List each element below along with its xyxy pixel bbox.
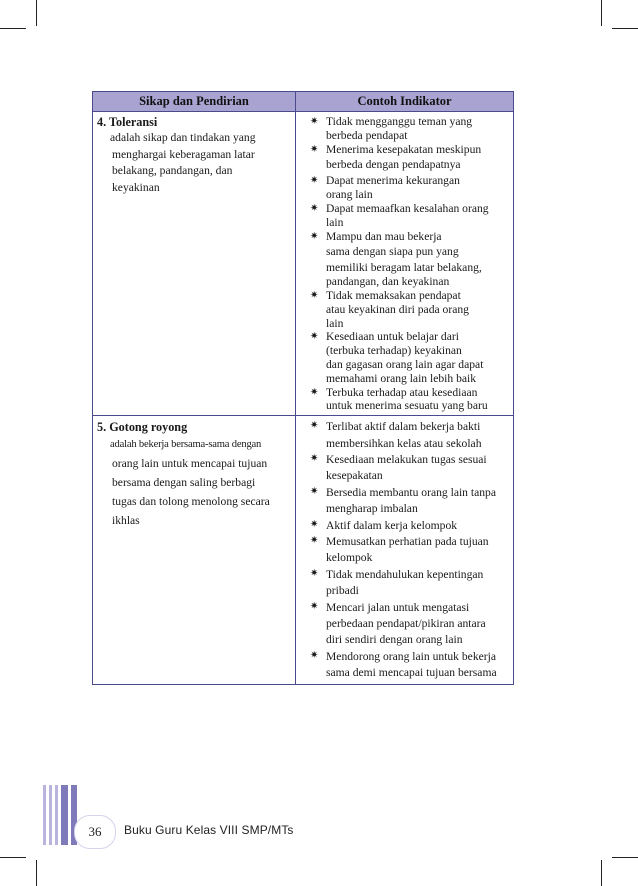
asterisk-icon: ✷: [310, 175, 319, 187]
crop-mark: [601, 0, 602, 26]
list-item: ✷ Dapat menerima kekurangan orang lain: [310, 174, 460, 202]
asterisk-icon: ✷: [310, 202, 319, 214]
asterisk-icon: ✷: [310, 649, 319, 661]
sikap-description: [97, 130, 290, 196]
crop-mark: [0, 28, 26, 29]
asterisk-icon: ✷: [310, 518, 319, 530]
list-item: ✷ Aktif dalam kerja kelompok: [310, 518, 458, 532]
crop-mark: [36, 860, 37, 886]
list-item: ✷ Mampu dan mau bekerja sama dengan siapa pun yang memiliki beragam latar belakang, pandangan, dan keyakinan: [310, 229, 482, 289]
asterisk-icon: ✷: [310, 143, 319, 155]
list-item: ✷ Bersedia membantu orang lain tanpa mengharap imbalan: [310, 485, 496, 516]
list-item: ✷ Tidak mengganggu teman yang berbeda pendapat: [310, 115, 473, 142]
crop-mark: [36, 0, 37, 26]
table-row: [93, 416, 514, 685]
description-line: bersama dengan saling berbagi: [112, 476, 256, 490]
sikap-cell: [93, 112, 296, 416]
description-line: adalah bekerja bersama-sama dengan: [110, 439, 262, 451]
description-line: belakang, pandangan, dan: [112, 164, 233, 177]
indicator-list: [300, 115, 508, 413]
asterisk-icon: ✷: [310, 230, 319, 242]
list-item: ✷ Dapat memaafkan kesalahan orang lain: [310, 201, 489, 229]
footer-bar: [55, 785, 58, 845]
crop-mark: [612, 28, 638, 29]
description-line: orang lain untuk mencapai tujuan: [112, 457, 268, 471]
list-item: ✷ Tidak memaksakan pendapat atau keyakinan diri pada orang lain: [310, 288, 469, 330]
indicator-table: [92, 91, 514, 685]
indicator-list: [300, 419, 508, 682]
sikap-title: 4. Toleransi: [97, 115, 158, 129]
description-line: keyakinan: [112, 180, 160, 194]
list-item: ✷ Tidak mendahulukan kepentingan pribadi: [310, 567, 484, 598]
indikator-cell: [296, 112, 514, 416]
header-indikator: Contoh Indikator: [296, 92, 514, 112]
asterisk-icon: ✷: [310, 485, 319, 497]
list-item: ✷ Terbuka terhadap atau kesediaan untuk menerima sesuatu yang baru: [310, 385, 488, 413]
asterisk-icon: ✷: [310, 331, 319, 343]
indikator-cell: [296, 416, 514, 685]
footer-bar: [49, 785, 52, 845]
description-line: ikhlas: [112, 514, 140, 528]
footer-bar: [61, 785, 68, 845]
book-title: Buku Guru Kelas VIII SMP/MTs: [124, 823, 294, 837]
description-line: menghargai keberagaman latar: [112, 147, 255, 161]
list-item: ✷ Mencari jalan untuk mengatasi perbedaan pendapat/pikiran antara diri sendiri dengan orang lain: [310, 600, 486, 647]
list-item: ✷ Mendorong orang lain untuk bekerja sama demi mencapai tujuan bersama: [310, 649, 497, 680]
asterisk-icon: ✷: [310, 567, 319, 579]
sikap-title: 5. Gotong royong: [97, 420, 188, 435]
crop-mark: [612, 857, 638, 858]
asterisk-icon: ✷: [310, 452, 319, 464]
asterisk-icon: ✷: [310, 534, 319, 546]
header-sikap: Sikap dan Pendirian: [93, 92, 296, 112]
asterisk-icon: ✷: [310, 386, 319, 398]
sikap-cell: [93, 416, 296, 685]
sikap-description: [97, 435, 290, 530]
table-header-row: [93, 92, 514, 112]
description-line: tugas dan tolong menolong secara: [112, 495, 270, 509]
crop-mark: [601, 860, 602, 886]
list-item: ✷ Kesediaan melakukan tugas sesuai kesepakatan: [310, 452, 487, 483]
list-item: ✷ Terlibat aktif dalam bekerja bakti membersihkan kelas atau sekolah: [310, 420, 482, 450]
list-item: ✷ Kesediaan untuk belajar dari (terbuka terhadap) keyakinan dan gagasan orang lain agar dapat memahami orang lain lebih baik: [310, 330, 484, 385]
description-line: adalah sikap dan tindakan yang: [110, 131, 256, 144]
list-item: ✷ Menerima kesepakatan meskipun berbeda dengan pendapatnya: [310, 142, 482, 172]
asterisk-icon: ✷: [310, 116, 319, 127]
table-row: [93, 112, 514, 416]
footer-bar: [43, 785, 46, 845]
asterisk-icon: ✷: [310, 420, 319, 432]
page-number: 36: [74, 815, 116, 849]
crop-mark: [0, 857, 26, 858]
asterisk-icon: ✷: [310, 289, 319, 301]
asterisk-icon: ✷: [310, 600, 319, 612]
list-item: ✷ Memusatkan perhatian pada tujuan kelompok: [310, 534, 489, 565]
